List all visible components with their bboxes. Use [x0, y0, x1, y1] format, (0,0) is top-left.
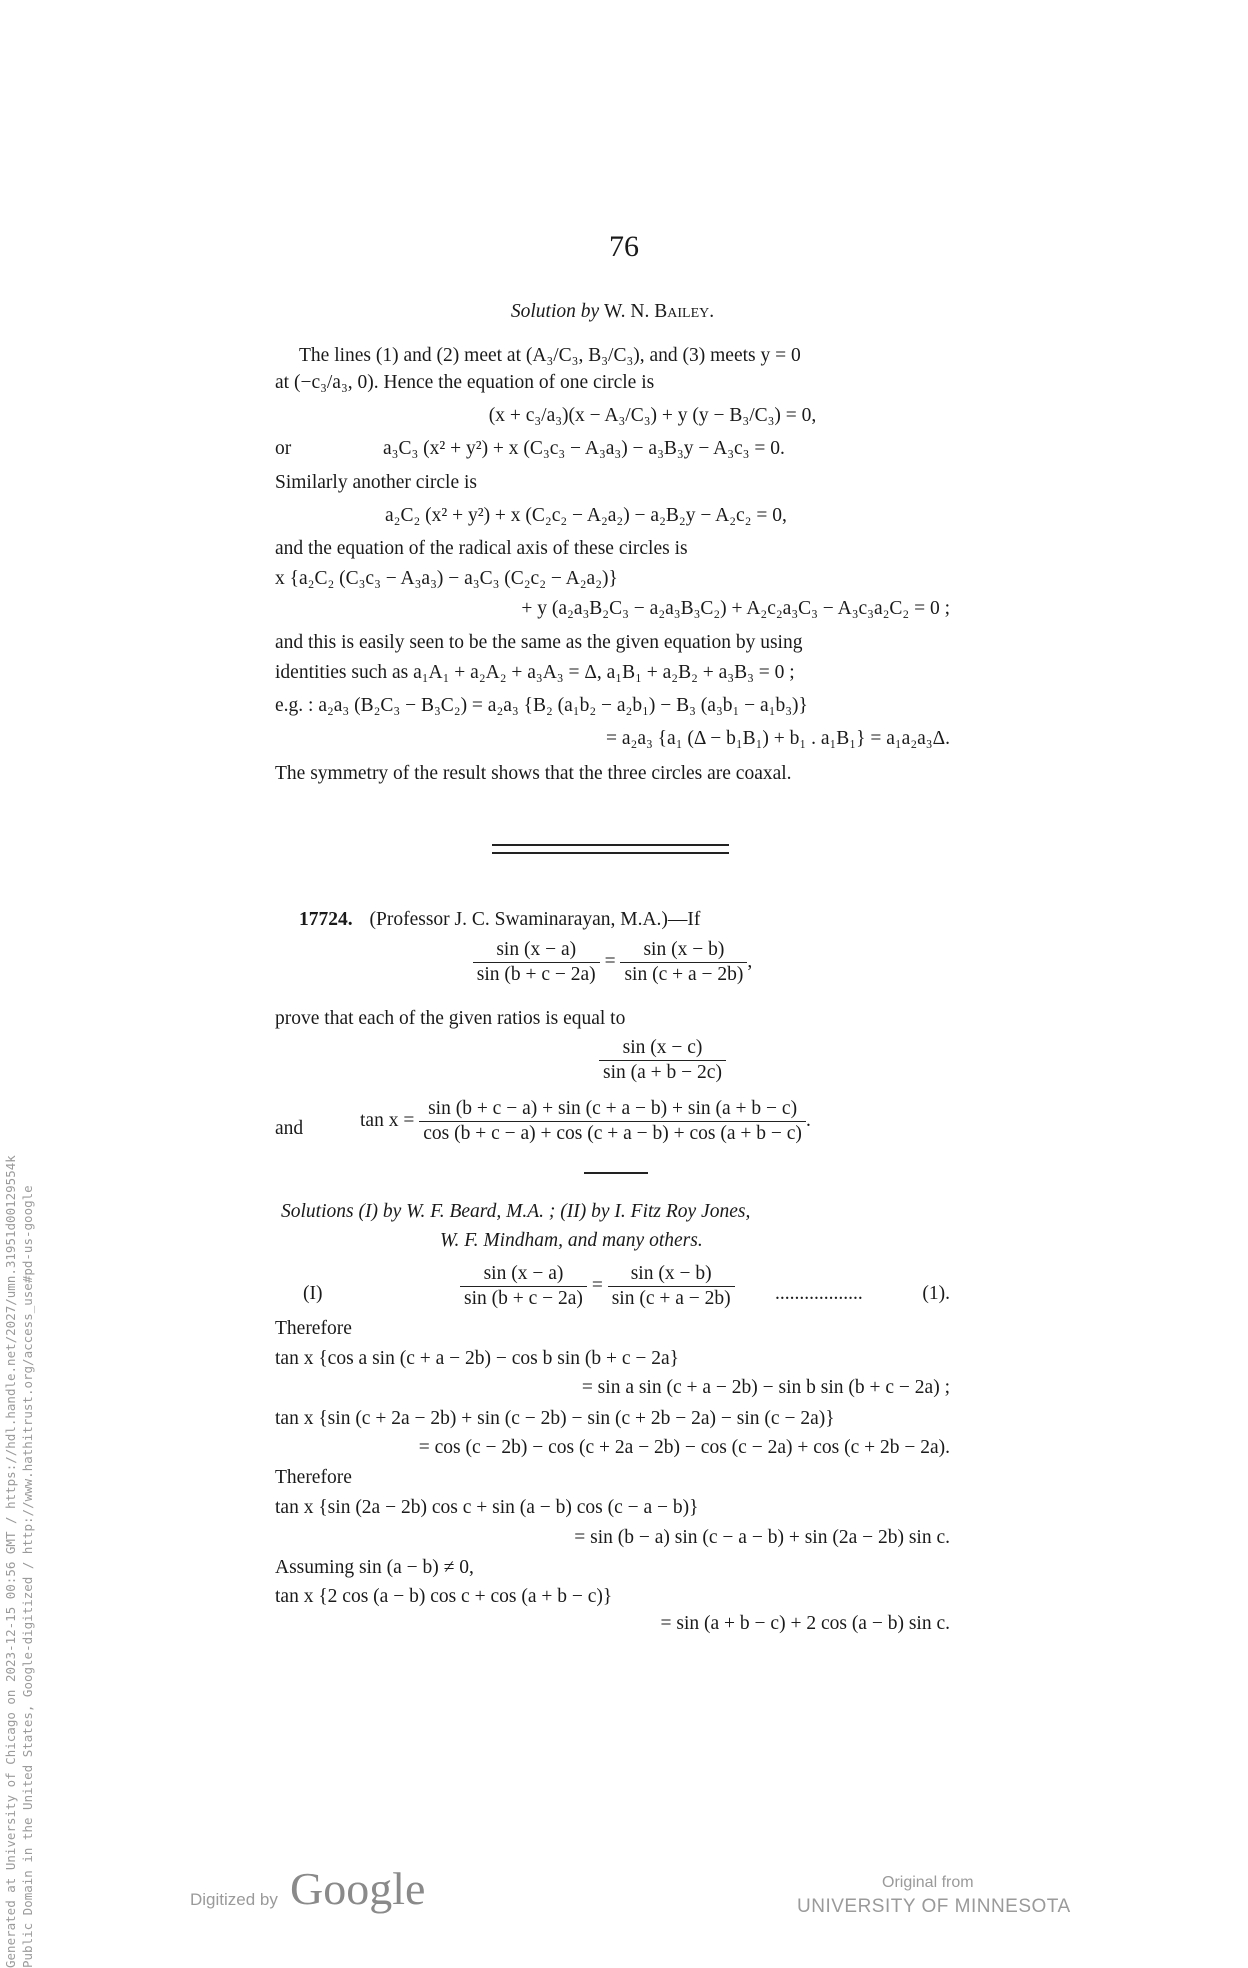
numerator: sin (x − b) — [620, 938, 747, 963]
tan-fraction — [419, 1097, 806, 1146]
step-4b: = sin (a + b − c) + 2 cos (a − b) sin c. — [660, 1613, 950, 1634]
step-3b: = sin (b − a) sin (c − a − b) + sin (2a − 2b) sin c. — [574, 1527, 950, 1548]
section-divider — [492, 844, 729, 854]
solution-fraction-2 — [608, 1262, 735, 1311]
solution-line-2: at (−c₃/a₃, 0). Hence the equation of one circle is — [275, 372, 655, 393]
hathitrust-watermark — [2, 1155, 36, 1968]
tan-tail: . — [805, 1109, 811, 1131]
digitized-by-label: Digitized by — [190, 1890, 278, 1909]
numerator: sin (x − a) — [473, 938, 600, 963]
step-1b: = sin a sin (c + a − 2b) − sin b sin (b + c − 2a) ; — [581, 1377, 950, 1398]
therefore-2: Therefore — [275, 1467, 352, 1488]
equation-2: a₃C₃ (x² + y²) + x (C₃c₃ − A₃a₃) − a₃B₃y − A₃c₃ = 0. — [383, 438, 785, 459]
page-number: 76 — [609, 230, 639, 263]
dot-leader: .................. — [775, 1283, 863, 1304]
problem-number: 17724. — [299, 909, 353, 930]
numerator: sin (x − c) — [599, 1036, 726, 1061]
solutions-heading-1: Solutions (I) by W. F. Beard, M.A. ; (II) by I. Fitz Roy Jones, — [281, 1201, 751, 1222]
given-fraction-2 — [620, 938, 747, 987]
step-1a: tan x {cos a sin (c + a − 2b) − cos b sin (b + c − 2a} — [275, 1348, 680, 1369]
and-label: and — [275, 1118, 304, 1139]
solution-by: Solution by — [510, 301, 600, 322]
given-equation — [275, 938, 950, 987]
watermark-line-2: Public Domain in the United States, Google-digitized / http://www.hathitrust.org/access_use#pd-us-google — [20, 1185, 35, 1968]
step-3a: tan x {sin (2a − 2b) cos c + sin (a − b) cos (c − a − b)} — [275, 1497, 699, 1518]
denominator: sin (b + c − 2a) — [476, 964, 596, 985]
denominator: sin (b + c − 2a) — [464, 1288, 583, 1309]
denominator: sin (c + a − 2b) — [624, 964, 744, 985]
numerator: sin (x − b) — [608, 1262, 735, 1287]
solution-author: W. N. Bailey. — [604, 301, 715, 322]
solution-heading — [275, 296, 950, 327]
equation-1: (x + c₃/a₃)(x − A₃/C₃) + y (y − B₃/C₃) = 0, — [488, 405, 817, 426]
solution-one-equation — [460, 1262, 735, 1311]
equation-4b: + y (a₂a₃B₂C₃ − a₂a₃B₃C₂) + A₂c₂a₃C₃ − A₃c₃a₂C₂ = 0 ; — [521, 598, 950, 619]
equals-sign: = — [604, 950, 616, 972]
or-label: or — [275, 438, 292, 459]
ratio-fraction — [599, 1036, 726, 1085]
given-fraction-1 — [473, 938, 600, 987]
university-label: UNIVERSITY OF MINNESOTA — [797, 1896, 1071, 1917]
fraction-tail: , — [747, 950, 753, 972]
example-1: e.g. : a₂a₃ (B₂C₃ − B₃C₂) = a₂a₃ {B₂ (a₁b₂ − a₂b₁) − B₃ (a₃b₁ − a₁b₃)} — [275, 695, 808, 716]
short-divider — [584, 1172, 648, 1174]
problem-line-1: prove that each of the given ratios is equal to — [275, 1008, 626, 1029]
equation-ref: (1). — [922, 1283, 950, 1304]
numerator: sin (b + c − a) + sin (c + a − b) + sin (a + b − c) — [419, 1097, 806, 1122]
solution-line-5: and this is easily seen to be the same as the given equation by using — [275, 632, 803, 653]
equation-4a: x {a₂C₂ (C₃c₃ − A₃a₃) − a₃C₃ (C₂c₂ − A₂a₂)} — [275, 568, 618, 589]
step-2a: tan x {sin (c + 2a − 2b) + sin (c − 2b) − sin (c + 2b − 2a) − sin (c − 2a)} — [275, 1408, 835, 1429]
problem-proposer: (Professor J. C. Swaminarayan, M.A.)—If — [369, 909, 701, 930]
equation-3: a₂C₂ (x² + y²) + x (C₂c₂ − A₂a₂) − a₂B₂y − A₂c₂ = 0, — [385, 505, 787, 526]
original-from-label: Original from — [882, 1874, 974, 1891]
solution-line-1: The lines (1) and (2) meet at (A₃/C₃, B₃/C₃), and (3) meets y = 0 — [299, 345, 801, 366]
numerator: sin (x − a) — [460, 1262, 587, 1287]
tan-lhs: tan x = — [360, 1109, 415, 1131]
solution-fraction-1 — [460, 1262, 587, 1311]
google-logo: Google — [290, 1863, 426, 1914]
example-2: = a₂a₃ {a₁ (Δ − b₁B₁) + b₁ . a₁B₁} = a₁a₂a₃Δ. — [606, 728, 950, 749]
step-4a: tan x {2 cos (a − b) cos c + cos (a + b − c)} — [275, 1586, 613, 1607]
solution-line-3: Similarly another circle is — [275, 472, 477, 493]
step-2b: = cos (c − 2b) − cos (c + 2a − 2b) − cos (c − 2a) + cos (c + 2b − 2a). — [418, 1437, 950, 1458]
denominator: cos (b + c − a) + cos (c + a − b) + cos (a + b − c) — [423, 1123, 802, 1144]
therefore-1: Therefore — [275, 1318, 352, 1339]
watermark-line-1: Generated at University of Chicago on 2023-12-15 00:56 GMT / https://hdl.handle.net/2027/umn.31951d00129554k — [3, 1155, 18, 1968]
assumption: Assuming sin (a − b) ≠ 0, — [275, 1557, 474, 1578]
denominator: sin (a + b − 2c) — [603, 1062, 722, 1083]
solution-line-6: identities such as a₁A₁ + a₂A₂ + a₃A₃ = Δ, a₁B₁ + a₂B₂ + a₃B₃ = 0 ; — [275, 662, 795, 683]
equals-sign: = — [591, 1274, 603, 1296]
ratio-equation — [275, 1036, 1000, 1085]
solution-line-4: and the equation of the radical axis of these circles is — [275, 538, 688, 559]
solution-line-7: The symmetry of the result shows that the three circles are coaxal. — [275, 763, 792, 784]
tan-equation — [360, 1097, 811, 1146]
denominator: sin (c + a − 2b) — [611, 1288, 731, 1309]
solutions-heading-2: W. F. Mindham, and many others. — [440, 1230, 703, 1251]
problem-header — [299, 904, 700, 935]
solution-one-label: (I) — [303, 1283, 323, 1304]
